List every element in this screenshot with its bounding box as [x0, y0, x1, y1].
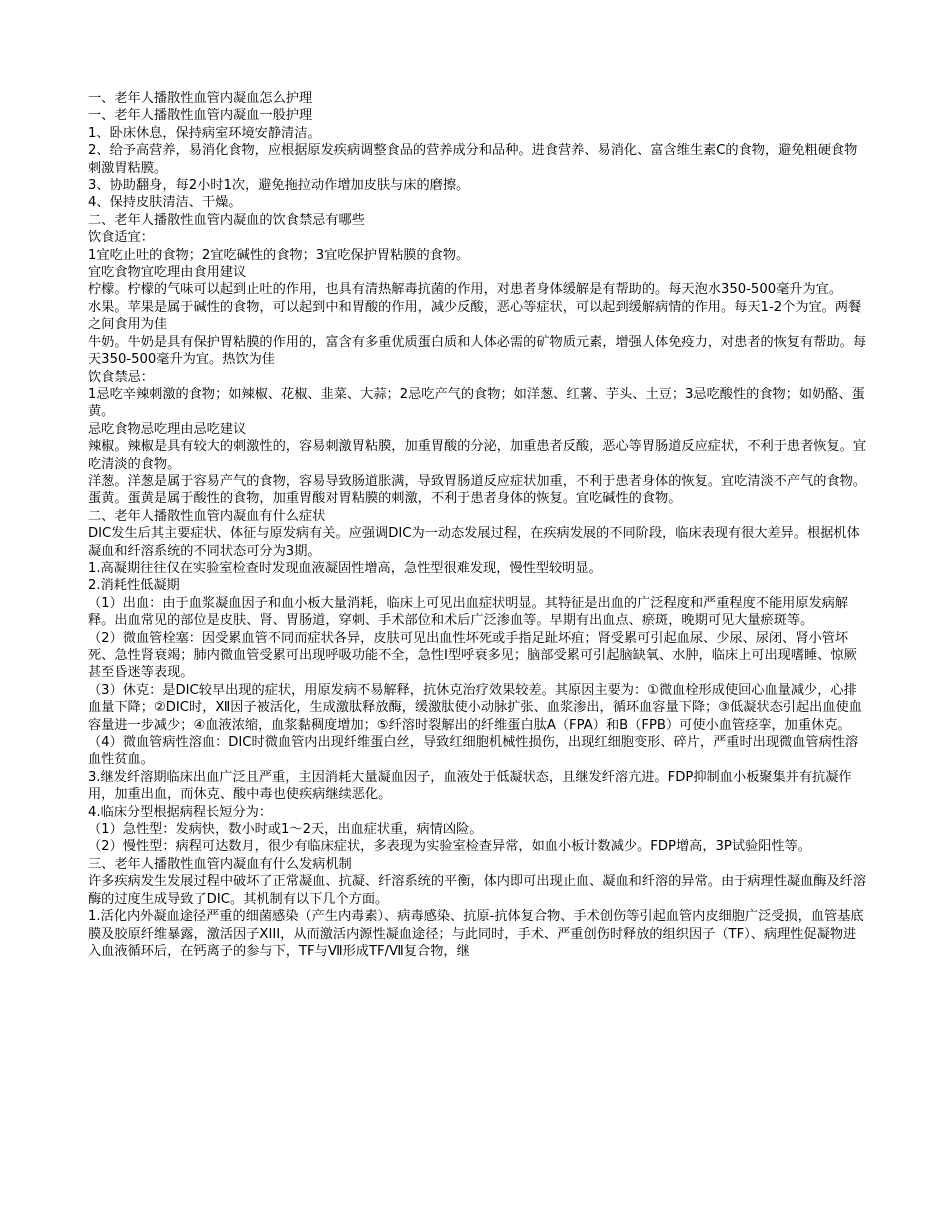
paragraph: 三、老年人播散性血管内凝血有什么发病机制: [88, 856, 352, 872]
paragraph: DIC发生后其主要症状、体征与原发病有关。应强调DIC为一动态发展过程，在疾病发展的不同阶段，临床表现有很大差异。根据机体凝血和纤溶系统的不同状态可分为3期。: [88, 526, 860, 559]
paragraph: 1忌吃辛辣刺激的食物；如辣椒、花椒、韭菜、大蒜；2忌吃产气的食物；如洋葱、红薯、芋头、土豆；3忌吃酸性的食物；如奶酪、蛋黄。: [88, 386, 865, 420]
paragraph: （1）出血：由于血浆凝血因子和血小板大量消耗，临床上可见出血症状明显。其特征是出血的广泛程度和严重程度不能用原发病解释。出血常见的部位是皮肤、肾、胃肠道，穿刺、手术部位和术后广泛渗血等。早期有出血点、瘀斑，晚期可见大量瘀斑等。: [88, 595, 849, 629]
paragraph: 牛奶。牛奶是具有保护胃粘膜的作用的，富含有多重优质蛋白质和人体必需的矿物质元素，增强人体免疫力，对患者的恢复有帮助。每天350-500毫升为宜。热饮为佳: [88, 334, 867, 368]
paragraph: （4）微血管病性溶血：DIC时微血管内出现纤维蛋白丝，导致红细胞机械性损伤，出现红细胞变形、碎片，严重时出现微血管病性溶血性贫血。: [88, 735, 859, 768]
paragraph: 一、老年人播散性血管内凝血一般护理: [88, 108, 313, 124]
paragraph: 忌吃食物忌吃理由忌吃建议: [88, 421, 247, 437]
paragraph: 1.活化内外凝血途径严重的细菌感染（产生内毒素）、病毒感染、抗原-抗体复合物、手术创伤等引起血管内皮细胞广泛受损，血管基底膜及胶原纤维暴露，激活因子XIII，从而激活内源性凝血途径；与此同时，手术、严重创伤时释放的组织因子（TF）、病理性促凝物进入血液循环后，在钙离子的参与下，TF与Ⅶ形成TF/Ⅶ复合物，继: [88, 909, 864, 959]
paragraph: （2）慢性型：病程可达数月，很少有临床症状，多表现为实验室检查异常，如血小板计数减少。FDP增高，3P试验阳性等。: [88, 839, 811, 855]
paragraph: 3、协助翻身，每2小时1次，避免拖拉动作增加皮肤与床的磨擦。: [88, 178, 470, 194]
paragraph: 二、老年人播散性血管内凝血有什么症状: [88, 508, 326, 524]
paragraph: （3）休克：是DIC较早出现的症状，用原发病不易解释，抗休克治疗效果较差。其原因主要为：①微血栓形成使回心血量减少，心排血量下降；②DIC时，Ⅻ因子被活化，生成激肽释放酶，缓激肽使小动脉扩张、血浆渗出，循环血容量下降；③低凝状态引起出血使血容量进一步减少；④血液浓缩，血浆黏稠度增加；⑤纤溶时裂解出的纤维蛋白肽A（FPA）和B（FPB）可使小血管痉挛，加重休克。: [88, 682, 862, 733]
paragraph: 1宜吃止吐的食物；2宜吃碱性的食物；3宜吃保护胃粘膜的食物。: [88, 247, 470, 263]
paragraph: 许多疾病发生发展过程中破坏了正常凝血、抗凝、纤溶系统的平衡，体内即可出现止血、凝血和纤溶的异常。由于病理性凝血酶及纤溶酶的过度生成导致了DIC。其机制有以下几个方面。: [88, 874, 867, 907]
paragraph: 宜吃食物宜吃理由食用建议: [88, 265, 247, 281]
paragraph: 洋葱。洋葱是属于容易产气的食物，容易导致肠道胀满，导致胃肠道反应症状加重，不利于患者身体的恢复。宜吃清淡不产气的食物。: [88, 473, 867, 489]
paragraph: 饮食适宜：: [88, 230, 154, 246]
paragraph: 水果。苹果是属于碱性的食物，可以起到中和胃酸的作用，减少反酸，恶心等症状，可以起到缓解病情的作用。每天1-2个为宜。两餐之间食用为佳: [88, 299, 862, 333]
paragraph: 2.消耗性低凝期: [88, 578, 180, 594]
paragraph: （1）急性型：发病快，数小时或1～2天，出血症状重，病情凶险。: [88, 822, 483, 838]
document-body: [88, 90, 868, 960]
paragraph: 3.继发纤溶期临床出血广泛且严重，主因消耗大量凝血因子，血液处于低凝状态，且继发纤溶亢进。FDP抑制血小板聚集并有抗凝作用，加重出血，而休克、酸中毒也使疾病继续恶化。: [88, 769, 852, 803]
paragraph: 2、给予高营养，易消化食物，应根据原发疾病调整食品的营养成分和品种。进食营养、易消化、富含维生素C的食物，避免粗硬食物刺激胃粘膜。: [88, 143, 858, 176]
paragraph: 柠檬。柠檬的气味可以起到止吐的作用，也具有清热解毒抗菌的作用，对患者身体缓解是有帮助的。每天泡水350-500毫升为宜。: [88, 282, 843, 298]
paragraph: 辣椒。辣椒是具有较大的刺激性的，容易刺激胃粘膜，加重胃酸的分泌，加重患者反酸，恶心等胃肠道反应症状，不利于患者恢复。宜吃清淡的食物。: [88, 439, 867, 472]
paragraph: 一、老年人播散性血管内凝血怎么护理: [88, 91, 313, 106]
paragraph: 蛋黄。蛋黄是属于酸性的食物，加重胃酸对胃粘膜的刺激，不利于患者身体的恢复。宜吃碱性的食物。: [88, 491, 682, 507]
paragraph: 1.高凝期往往仅在实验室检查时发现血液凝固性增高，急性型很难发现，慢性型较明显。: [88, 560, 602, 576]
paragraph: （2）微血管栓塞：因受累血管不同而症状各异，皮肤可见出血性坏死或手指足趾坏疽；肾受累可引起血尿、少尿、尿闭、肾小管坏死、急性肾衰竭；肺内微血管受累可出现呼吸功能不全，急性Ⅰ型呼衰多见；脑部受累可引起脑缺氧、水肿，临床上可出现嗜睡、惊厥甚至昏迷等表现。: [88, 630, 857, 681]
paragraph: 二、老年人播散性血管内凝血的饮食禁忌有哪些: [88, 212, 365, 228]
paragraph: 4.临床分型根据病程长短分为：: [88, 804, 273, 820]
paragraph: 4、保持皮肤清洁、干燥。: [88, 195, 242, 211]
paragraph: 1、卧床休息，保持病室环境安静清洁。: [88, 125, 321, 141]
paragraph: 饮食禁忌：: [88, 369, 154, 385]
